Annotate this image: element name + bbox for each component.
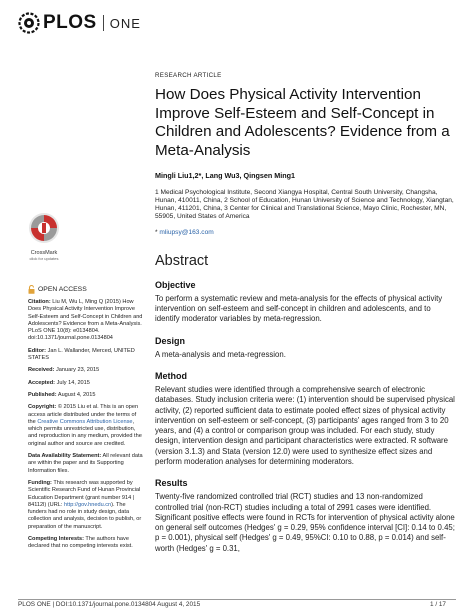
open-access-badge xyxy=(28,285,145,294)
cc-license-link[interactable]: Creative Commons Attribution License xyxy=(37,418,133,425)
editor-text: Jan L. Wallander, Merced, UNITED STATES xyxy=(28,347,135,362)
copyright-text-1: © 2015 Liu et al. This is an open access article distributed under the terms of the xyxy=(28,404,139,425)
funding-text-2: ). The funders had no role in study design, data collection and analysis, decision to publish, or preparation of the manuscript. xyxy=(28,501,142,530)
journal-name: ONE xyxy=(109,15,141,31)
plos-gear-icon xyxy=(18,12,40,34)
accepted-label: Accepted: xyxy=(28,379,56,386)
funding-url-link[interactable]: http://gov.hnedu.cn xyxy=(63,501,112,508)
email-star: * xyxy=(155,228,158,236)
funding-label: Funding: xyxy=(28,479,52,486)
editor xyxy=(28,348,145,363)
received-label: Received: xyxy=(28,367,55,374)
copyright xyxy=(28,404,145,448)
design-heading: Design xyxy=(155,335,186,346)
data-availability-text: All relevant data are within the paper and its Supporting Information files. xyxy=(28,453,143,474)
competing-interests-label: Competing Interests: xyxy=(28,536,84,543)
method-heading: Method xyxy=(155,370,187,381)
method-text: Relevant studies were identified through a comprehensive search of electronic databases. Study inclusion criteria were: (1) intervention should be supervised physical activity, (2) reported sufficient data to estimate pooled effect sizes of physical activity intervention on self-esteem or self-concept, (3) participants' ages ranged from 3 to 20 years, and (4) a control or comparison group was included. For each study, study design, intervention design and participant characteristics were extracted. R software (version 3.1.3) and Stata (version 12.0) were used to synthesize effect sizes and perform moderation analyses for determining moderators. xyxy=(155,384,455,466)
article-title: How Does Physical Activity Intervention Improve Self-Esteem and Self-Concept in Children and Adolescents? Evidence from a Meta-Analysis xyxy=(155,86,450,159)
objective-text: To perform a systematic review and meta-analysis for the effects of physical activity intervention on self-esteem and self-concept in children and adolescents, and to identify moderator variables by meta-regression. xyxy=(155,293,443,324)
plos-wordmark: PLOS xyxy=(43,12,97,33)
open-lock-icon xyxy=(28,285,35,294)
data-availability-label: Data Availability Statement: xyxy=(28,453,102,460)
published-date: August 4, 2015 xyxy=(57,391,96,398)
accepted-date: July 14, 2015 xyxy=(56,379,90,386)
plos-one-logo xyxy=(18,12,141,34)
logo-divider xyxy=(103,15,104,31)
funding xyxy=(28,480,145,531)
article-main xyxy=(155,72,455,554)
data-availability xyxy=(28,453,145,475)
citation xyxy=(28,299,145,343)
received xyxy=(28,367,145,374)
accepted xyxy=(28,380,145,387)
published xyxy=(28,392,145,399)
crossmark-sub: click for updates xyxy=(29,256,59,261)
corresponding-email xyxy=(155,229,455,236)
article-type: RESEARCH ARTICLE xyxy=(155,72,222,79)
competing-interests xyxy=(28,536,145,551)
citation-label: Citation: xyxy=(28,299,51,305)
crossmark-badge[interactable] xyxy=(25,212,63,261)
competing-interests-text: The authors have declared that no competing interests exist. xyxy=(28,536,133,550)
results-heading: Results xyxy=(155,478,188,489)
article-metadata-sidebar xyxy=(28,285,145,556)
footer-divider xyxy=(18,599,456,600)
citation-text: Liu M, Wu L, Ming Q (2015) How Does Physical Activity Intervention Improve Self-Esteem and Self-Concept in Children and Adolescents? Evidence from a Meta-Analysis. PLoS ONE 10(8): e0134804. doi:10.1371/journal.pone.0134804 xyxy=(28,299,143,342)
email-link[interactable]: mliupsy@163.com xyxy=(159,228,214,236)
footer-citation: PLOS ONE | DOI:10.1371/journal.pone.0134804 August 4, 2015 xyxy=(18,601,201,608)
copyright-text-2: , which permits unrestricted use, distribution, and reproduction in any medium, provided the original author and source are credited. xyxy=(28,418,142,447)
affiliations: 1 Medical Psychological Institute, Second Xiangya Hospital, Central South University, Changsha, Hunan, 410011, China, 2 School of Education, Hunan University of Science and Technology, Xiangtan, Hunan, 411201, China, 3 Center for Clinical and Translational Science, Mayo Clinic, Rochester, MN, 55905, United States of America xyxy=(155,188,454,221)
published-label: Published: xyxy=(28,391,57,398)
author-list: Mingli Liu1,2*, Lang Wu3, Qingsen Ming1 xyxy=(155,170,296,180)
funding-text-1: This research was supported by Scientific Research Fund of Hunan Provincial Education Department (grant number 914 | 84112l) (URL: xyxy=(28,479,141,508)
crossmark-label: CrossMark xyxy=(30,250,58,256)
received-date: January 23, 2015 xyxy=(56,367,100,374)
page-number: 1 / 17 xyxy=(430,601,446,608)
crossmark-icon xyxy=(28,212,60,244)
open-access-label: OPEN ACCESS xyxy=(38,285,87,293)
objective-heading: Objective xyxy=(155,279,196,290)
copyright-label: Copyright: xyxy=(28,404,57,411)
editor-label: Editor: xyxy=(28,347,47,354)
results-text: Twenty-five randomized controlled trial (RCT) studies and 13 non-randomized controlled trial (non-RCT) studies including a total of 2991 cases were identified. Significant positive effects were found in RCTs for intervention of physical activity alone on general self outcomes (Hedges' g = 0.29, 95% confidence interval [CI]: 0.14 to 0.45; p = 0.001), physical self (Hedges' g = 0.49, 95%CI: 0.10 to 0.88, p = 0.014) and self-worth (Hedges' g = 0.31, xyxy=(155,492,455,553)
abstract-heading: Abstract xyxy=(155,252,209,269)
design-text: A meta-analysis and meta-regression. xyxy=(155,349,286,359)
